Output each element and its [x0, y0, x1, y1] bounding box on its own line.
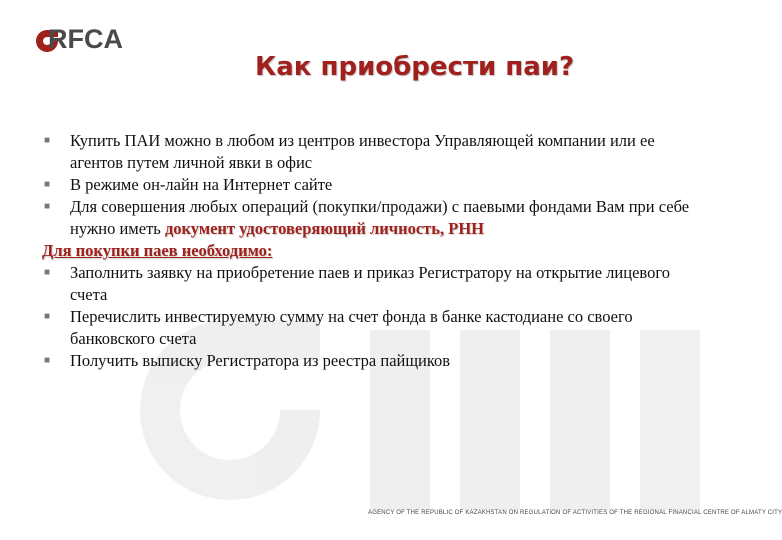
- list-item: [42, 196, 692, 240]
- content-body: [42, 130, 692, 372]
- list-item: [42, 262, 692, 306]
- bullet-icon: ■: [44, 267, 51, 278]
- bullet-icon: ■: [44, 135, 51, 146]
- list-item: [42, 130, 692, 174]
- logo-text: RFCA: [48, 24, 123, 54]
- list-item: [42, 350, 692, 372]
- bullet-text: Получить выписку Регистратора из реестра пайщиков: [70, 351, 451, 370]
- footer-agency-name: AGENCY OF THE REPUBLIC OF KAZAKHSTAN ON REGULATION OF ACTIVITIES OF THE REGIONAL FINANCIAL CENTRE OF ALMATY CITY: [368, 510, 782, 516]
- rfca-logo: [34, 24, 123, 59]
- purchase-heading: Для покупки паев необходимо:: [42, 241, 273, 260]
- required-documents: документ удостоверяющий личность, РНН: [164, 219, 484, 238]
- bullet-text: Заполнить заявку на приобретение паев и приказ Регистратору на открытие лицевого счета: [70, 263, 670, 304]
- bullet-icon: ■: [44, 355, 51, 366]
- bullet-icon: ■: [44, 311, 51, 322]
- bullet-icon: ■: [44, 201, 51, 212]
- bullet-text: В режиме он-лайн на Интернет сайте: [70, 175, 333, 194]
- list-item: [42, 306, 692, 350]
- bullet-text: Перечислить инвестируемую сумму на счет фонда в банке кастодиане со своего банковского счета: [70, 307, 633, 348]
- list-item: [42, 174, 692, 196]
- page-title: Как приобрести паи?: [255, 52, 575, 82]
- bullet-text: Для совершения любых операций (покупки/продажи) с паевыми фондами Вам при себе нужно иметь: [70, 197, 690, 238]
- bullet-icon: ■: [44, 179, 51, 190]
- bullet-text: Купить ПАИ можно в любом из центров инвестора Управляющей компании или ее агентов путем личной явки в офис: [70, 131, 655, 172]
